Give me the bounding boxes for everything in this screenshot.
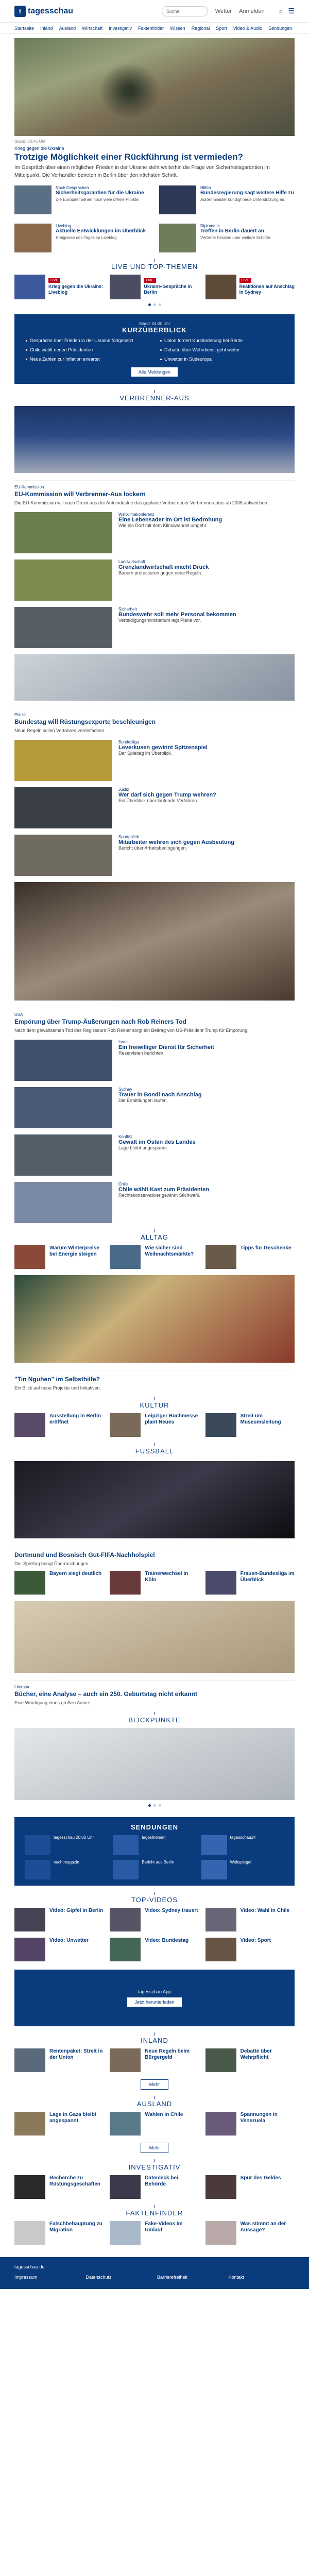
live-image: [110, 275, 141, 299]
article-row[interactable]: [14, 787, 295, 828]
teaser-card[interactable]: [205, 1413, 295, 1437]
article-text: Bauern protestieren gegen neue Regeln.: [118, 570, 202, 576]
article-topline: Polizei: [14, 713, 27, 718]
logo[interactable]: [14, 6, 73, 17]
section-title-blickpunkte: BLICKPUNKTE: [14, 1716, 295, 1724]
carousel-dot[interactable]: [148, 1804, 151, 1807]
article-image: [14, 740, 112, 781]
article-headline: Dortmund und Bosnisch Gut-FIFA-Nachholspiel: [14, 1551, 155, 1559]
teaser-headline: Spur des Geldes: [240, 2175, 281, 2181]
section-title-kultur: KULTUR: [14, 1401, 295, 1409]
article-headline: Eine Lebensader im Ort ist Bedrohung: [118, 517, 222, 523]
video-image: [205, 1938, 236, 1961]
teaser-card[interactable]: [14, 1571, 104, 1595]
article-topline: Israel: [118, 1040, 129, 1045]
live-image: [205, 275, 236, 299]
teaser-headline: Ausstellung in Berlin eröffnet: [49, 1413, 101, 1426]
verbrenner-image[interactable]: [14, 406, 295, 473]
search-input[interactable]: [162, 6, 208, 16]
sendung-image: [113, 1860, 139, 1879]
carousel-dot[interactable]: [153, 303, 156, 306]
teaser-card[interactable]: [159, 224, 295, 252]
teaser-headline: Datenleck bei Behörde: [145, 2175, 178, 2188]
teaser-image: [110, 1245, 141, 1269]
teaser-card[interactable]: [14, 1245, 104, 1269]
live-card[interactable]: [205, 275, 295, 299]
blickpunkte-image[interactable]: [14, 1728, 295, 1800]
kurz-item[interactable]: Neue Zahlen zur Inflation erwartet: [26, 357, 149, 363]
logo-text: tagesschau: [28, 6, 74, 15]
sendung-title: tagesthemen: [142, 1835, 166, 1840]
teaser-image: [14, 1245, 45, 1269]
kurz-item[interactable]: Chile wählt neuen Präsidenten: [26, 347, 149, 353]
teaser-card[interactable]: [14, 2221, 104, 2245]
article-text: Verteidigungsministerium legt Pläne vor.: [118, 618, 201, 623]
sendung-card[interactable]: [25, 1860, 108, 1879]
teaser-headline: Rentenpaket: Streit in der Union: [49, 2048, 103, 2061]
nav-item[interactable]: Faktenfinder: [138, 25, 164, 31]
article-text: Nach dem gewaltsamen Tod des Regisseurs Rob Reiner sorgt ein Beitrag von US-Präsident Trump für Empörung.: [14, 1027, 249, 1033]
article-headline: Empörung über Trump-Äußerungen nach Rob Reiners Tod: [14, 1018, 186, 1026]
live-card[interactable]: [110, 275, 199, 299]
site-footer: [0, 2257, 309, 2289]
sendung-card[interactable]: [25, 1835, 108, 1855]
app-download-button[interactable]: Jetzt herunterladen: [127, 1997, 181, 2007]
teaser-topline: Liveblog: [56, 224, 71, 229]
kurzueberblick-box: [14, 314, 295, 384]
teaser-card[interactable]: [110, 1413, 199, 1437]
footer-title: tagesschau.de: [14, 2264, 45, 2270]
teaser-card[interactable]: [110, 1245, 199, 1269]
article-image: [14, 787, 112, 828]
carousel-dot[interactable]: [153, 1804, 156, 1807]
book-image[interactable]: [14, 1601, 295, 1673]
article-text: Neue Regeln sollen Verfahren vereinfachen.: [14, 727, 106, 733]
article-row[interactable]: [14, 512, 295, 553]
teaser-text: Vertreter beraten über weitere Schritte.: [200, 235, 271, 241]
article-text: Die Ermittlungen laufen.: [118, 1098, 168, 1104]
hero-meta: Stand: 03:45 Uhr: [14, 139, 46, 144]
article-text: Der Spieltag im Überblick.: [118, 751, 173, 756]
teaser-headline: Aktuelle Entwicklungen im Überblick: [56, 228, 146, 234]
teaser-image: [14, 1413, 45, 1437]
video-image: [110, 1938, 141, 1961]
teaser-headline: Wie sicher sind Weihnachtsmärkte?: [145, 1245, 194, 1258]
article-headline: Bundestag will Rüstungsexporte beschleunigen: [14, 718, 156, 726]
teaser-image: [205, 1571, 236, 1595]
teaser-image: [110, 2048, 141, 2072]
teaser-headline: Frauen-Bundesliga im Überblick: [240, 1571, 295, 1583]
all-news-button[interactable]: Alle Meldungen: [131, 367, 178, 377]
teaser-image: [14, 224, 52, 252]
teaser-image: [14, 2048, 45, 2072]
sendung-image: [25, 1860, 50, 1879]
teaser-headline: Debatte über Wehrpflicht: [240, 2048, 272, 2061]
teaser-headline: Treffen in Berlin dauert an: [200, 228, 264, 234]
teaser-card[interactable]: [110, 2048, 199, 2072]
teaser-card[interactable]: [205, 2221, 295, 2245]
teaser-image: [110, 2112, 141, 2136]
more-inland-button[interactable]: Mehr: [141, 2079, 169, 2090]
footer-link[interactable]: Datenschutz: [85, 2275, 112, 2280]
sendung-card[interactable]: [201, 1860, 284, 1879]
teaser-card[interactable]: [110, 2175, 199, 2199]
kurz-item[interactable]: Union fordert Kursänderung bei Rente: [160, 338, 283, 344]
teaser-image: [159, 185, 196, 214]
article-headline: Mitarbeiter wehren sich gegen Ausbeutung: [118, 839, 235, 846]
sendung-title: nachtmagazin: [54, 1860, 79, 1865]
article-row[interactable]: [14, 560, 295, 601]
video-title: Video: Sport: [240, 1938, 271, 1944]
section-title-fussball: FUSSBALL: [14, 1447, 295, 1455]
article-text: Der Spieltag bringt Überraschungen.: [14, 1561, 90, 1566]
alltag-article[interactable]: [14, 1370, 295, 1391]
teaser-image: [110, 2175, 141, 2199]
teaser-card[interactable]: [205, 2112, 295, 2136]
article-headline: Grenzlandwirtschaft macht Druck: [118, 564, 209, 571]
teaser-topline: Hilfen: [200, 185, 211, 191]
teaser-headline: Falschbehauptung zu Migration: [49, 2221, 102, 2233]
carousel-dots: [14, 1804, 295, 1807]
nav-item[interactable]: Ausland: [59, 25, 76, 31]
nav-item[interactable]: Wirtschaft: [82, 25, 103, 31]
video-title: Video: Bundestag: [145, 1938, 189, 1944]
article-image: [14, 560, 112, 601]
article-image: [14, 1182, 112, 1223]
article-text: Wie ein Dorf mit dem Klimawandel umgeht.: [118, 523, 208, 529]
article-topline: Weltklimakonferenz: [118, 512, 154, 517]
article-row[interactable]: [14, 1134, 295, 1176]
carousel-dot[interactable]: [159, 303, 161, 306]
carousel-dot[interactable]: [148, 303, 151, 306]
sendung-image: [201, 1835, 227, 1855]
feature-article[interactable]: [14, 708, 295, 734]
teaser-image: [110, 2221, 141, 2245]
nav-item[interactable]: Startseite: [14, 25, 35, 31]
article-headline: Gewalt im Osten des Landes: [118, 1139, 196, 1146]
teaser-card[interactable]: [205, 1571, 295, 1595]
teaser-card[interactable]: [205, 2175, 295, 2199]
article-row[interactable]: [14, 835, 295, 876]
search-icon[interactable]: ⌕: [279, 7, 283, 15]
article-text: Lage bleibt angespannt.: [118, 1145, 168, 1151]
main-nav: [0, 23, 309, 34]
live-badge: LIVE: [239, 278, 251, 283]
article-image: [14, 607, 112, 648]
teaser-card[interactable]: [14, 224, 150, 252]
article-row[interactable]: [14, 1040, 295, 1081]
live-headline: Reaktionen auf Anschlag in Sydney: [239, 284, 295, 295]
sendung-title: tagesschau 20:00 Uhr: [54, 1835, 94, 1840]
video-image: [14, 1908, 45, 1931]
footer-link[interactable]: Barrierefreiheit: [157, 2275, 188, 2280]
section-title-faktenfinder: FAKTENFINDER: [14, 2209, 295, 2217]
article-headline: Ein freiwilliger Dienst für Sicherheit: [118, 1044, 214, 1051]
teaser-image: [205, 2112, 236, 2136]
section-title-alltag: ALLTAG: [14, 1233, 295, 1241]
article-image: [14, 1134, 112, 1176]
video-image: [110, 1908, 141, 1931]
article-text: Eine Würdigung eines großen Autors.: [14, 1700, 92, 1705]
nav-item[interactable]: Inland: [40, 25, 53, 31]
section-title-ausland: AUSLAND: [14, 2100, 295, 2108]
kurz-item[interactable]: Debatte über Wehrdienst geht weiter: [160, 347, 283, 353]
article-headline: Trauer in Bondi nach Anschlag: [118, 1092, 202, 1098]
article-headline: Wer darf sich gegen Trump wehren?: [118, 792, 216, 799]
article-topline: Sportpolitik: [118, 835, 139, 840]
teaser-image: [205, 1245, 236, 1269]
teaser-headline: Trainerwechsel in Köln: [145, 1571, 188, 1583]
live-badge: LIVE: [144, 278, 156, 283]
nav-item[interactable]: Video & Audio: [233, 25, 263, 31]
article-topline: USA: [14, 1012, 23, 1018]
teaser-text: Die Europäer sehen noch viele offene Punkte.: [56, 197, 140, 202]
teaser-card[interactable]: [110, 2221, 199, 2245]
carousel-dots: [14, 303, 295, 306]
logo-mark: t: [14, 6, 26, 17]
sendung-card[interactable]: [201, 1835, 284, 1855]
article-image: [14, 835, 112, 876]
sendungen-box: [14, 1817, 295, 1886]
section-title-topvideos: TOP-VIDEOS: [14, 1896, 295, 1904]
article-topline: EU-Kommission: [14, 485, 44, 490]
teaser-image: [14, 2221, 45, 2245]
sendung-card[interactable]: [113, 1835, 196, 1855]
section-title-live: LIVE UND TOP-THEMEN: [14, 263, 295, 270]
teaser-image: [110, 1571, 141, 1595]
kurz-title: KURZÜBERBLICK: [122, 326, 187, 334]
article-row[interactable]: [14, 1087, 295, 1128]
article-image: [14, 1087, 112, 1128]
nav-item[interactable]: Investigativ: [109, 25, 132, 31]
teaser-image: [205, 2175, 236, 2199]
teaser-headline: Streit um Museumsleitung: [240, 1413, 281, 1426]
teaser-card[interactable]: [14, 2175, 104, 2199]
live-headline: Ukraine-Gespräche in Berlin: [144, 284, 192, 295]
teaser-image: [159, 224, 196, 252]
article-topline: Chile: [118, 1182, 128, 1187]
section-title-inland: INLAND: [14, 2037, 295, 2044]
teaser-card[interactable]: [14, 1413, 104, 1437]
article-image: [14, 1040, 112, 1081]
article-topline: Sicherheit: [118, 607, 137, 612]
article-image: [14, 512, 112, 553]
nav-item[interactable]: Sendungen: [268, 25, 293, 31]
teaser-headline: Wahlen in Chile: [145, 2112, 183, 2118]
nav-item[interactable]: Sport: [216, 25, 227, 31]
carousel-dot[interactable]: [159, 1804, 161, 1807]
teaser-card[interactable]: [205, 2048, 295, 2072]
teaser-headline: Recherche zu Rüstungsgeschäften: [49, 2175, 100, 2188]
article-topline: Literatur: [14, 1685, 30, 1690]
teaser-headline: Was stimmt an der Aussage?: [240, 2221, 286, 2233]
article-headline: Chile wählt Kast zum Präsidenten: [118, 1187, 210, 1193]
article-text: Bericht über Arbeitsbedingungen.: [118, 845, 187, 851]
teaser-headline: Neue Regeln beim Bürgergeld: [145, 2048, 190, 2061]
hero-topline: Krieg gegen die Ukraine: [14, 146, 64, 151]
footer-link[interactable]: Impressum: [14, 2275, 38, 2280]
article-topline: Bundesliga: [118, 740, 139, 745]
sendung-title: tagesschau24: [230, 1835, 256, 1840]
article-text: Ein Blick auf neue Projekte und Initiativen.: [14, 1385, 101, 1391]
video-image: [205, 1908, 236, 1931]
teaser-headline: Tipps für Geschenke: [240, 1245, 291, 1251]
teaser-card[interactable]: [14, 2048, 104, 2072]
book-article[interactable]: [14, 1680, 295, 1706]
video-title: Video: Gipfel in Berlin: [49, 1908, 104, 1914]
teaser-card[interactable]: [110, 1571, 199, 1595]
kurz-item[interactable]: Gespräche über Frieden in der Ukraine fortgesetzt: [26, 338, 149, 344]
article-headline: EU-Kommission will Verbrenner-Aus lockern: [14, 490, 146, 498]
teaser-card[interactable]: [205, 1245, 295, 1269]
article-row[interactable]: [14, 1182, 295, 1223]
teaser-image: [14, 2175, 45, 2199]
video-card[interactable]: [110, 1938, 199, 1961]
video-title: Video: Wahl in Chile: [240, 1908, 290, 1914]
video-card[interactable]: [110, 1908, 199, 1931]
video-card[interactable]: [205, 1908, 295, 1931]
nav-item[interactable]: Regional: [191, 25, 210, 31]
teaser-text: Außenminister kündigt neue Unterstützung an.: [200, 197, 285, 202]
rob-reiner-image[interactable]: [14, 882, 295, 1001]
teaser-headline: Warum Winterpreise bei Energie steigen: [49, 1245, 99, 1258]
teaser-card[interactable]: [110, 2112, 199, 2136]
article-headline: "Tin Nguhen" im Selbsthilfe?: [14, 1376, 100, 1383]
footer-link[interactable]: Kontakt: [228, 2275, 245, 2280]
teaser-image: [110, 1413, 141, 1437]
hero-headline[interactable]: Trotzige Möglichkeit einer Rückführung ist vermieden?: [14, 152, 243, 162]
nav-item[interactable]: Wissen: [170, 25, 185, 31]
more-ausland-button[interactable]: Mehr: [141, 2143, 169, 2153]
live-image: [14, 275, 45, 299]
teaser-headline: Spannungen in Venezuela: [240, 2112, 278, 2124]
video-card[interactable]: [205, 1938, 295, 1961]
teaser-image: [14, 1571, 45, 1595]
video-image: [14, 1938, 45, 1961]
weather-link[interactable]: Wetter: [215, 8, 232, 14]
video-card[interactable]: [14, 1908, 104, 1931]
teaser-image: [14, 185, 52, 214]
teaser-headline: Lage in Gaza bleibt angespannt: [49, 2112, 97, 2124]
article-row[interactable]: [14, 607, 295, 648]
teaser-headline: Leipziger Buchmesse plant Neues: [145, 1413, 198, 1426]
app-promo-text: tagesschau App: [138, 1989, 171, 1995]
sendung-card[interactable]: [113, 1860, 196, 1879]
live-badge: LIVE: [48, 278, 60, 283]
video-title: Video: Unwetter: [49, 1938, 89, 1944]
article-headline: Bücher, eine Analyse – auch ein 250. Geburtstag nicht erkannt: [14, 1690, 198, 1698]
feature-image[interactable]: [14, 654, 295, 701]
article-text: Ein Überblick über laufende Verfahren.: [118, 798, 198, 804]
app-promo: [14, 1970, 295, 2026]
teaser-image: [205, 2048, 236, 2072]
section-title-verbrenner: VERBRENNER-AUS: [14, 394, 295, 402]
teaser-text: Ereignisse des Tages im Liveblog.: [56, 235, 118, 241]
login-link[interactable]: Anmelden: [239, 8, 265, 14]
teaser-headline: Fake-Videos im Umlauf: [145, 2221, 183, 2233]
teaser-image: [205, 1413, 236, 1437]
teaser-card[interactable]: [14, 185, 150, 214]
video-card[interactable]: [14, 1938, 104, 1961]
teaser-image: [14, 2112, 45, 2136]
teaser-card[interactable]: [159, 185, 295, 214]
teaser-headline: Bayern siegt deutlich: [49, 1571, 102, 1577]
sendung-title: Bericht aus Berlin: [142, 1860, 175, 1865]
live-headline: Krieg gegen die Ukraine: Liveblog: [48, 284, 104, 295]
verbrenner-article[interactable]: [14, 480, 295, 506]
article-topline: Sydney: [118, 1087, 132, 1092]
alltag-image[interactable]: [14, 1275, 295, 1363]
sendung-title: Weltspiegel: [230, 1860, 251, 1865]
article-row[interactable]: [14, 740, 295, 781]
sendung-image: [25, 1835, 50, 1855]
sendungen-title: SENDUNGEN: [130, 1823, 179, 1832]
article-text: Rechtskonservativer gewinnt Stichwahl.: [118, 1193, 200, 1198]
fussball-image[interactable]: [14, 1461, 295, 1538]
article-topline: Landwirtschaft: [118, 560, 145, 565]
fussball-article[interactable]: [14, 1546, 295, 1567]
article-topline: Justiz: [118, 787, 129, 792]
section-title-investigativ: INVESTIGATIV: [14, 2163, 295, 2171]
hero-teaser: Im Gespräch über einen möglichen Frieden in der Ukraine steht weiterhin die Frage von Sicherheitsgarantien im Mittelpunkt. Die Verhandler berieten in Berlin über den nächsten Schritt.: [14, 165, 270, 178]
menu-icon[interactable]: ☰: [288, 7, 295, 15]
site-header: [0, 0, 309, 23]
teaser-card[interactable]: [14, 2112, 104, 2136]
teaser-topline: Nach Gesprächen: [56, 185, 89, 191]
article-text: Die EU-Kommission will nach Druck aus der Autoindustrie das geplante Verbot neuer Verbrennerautos ab 2035 aufweichen.: [14, 500, 269, 505]
sendung-image: [113, 1835, 139, 1855]
rob-reiner-article[interactable]: [14, 1008, 295, 1033]
article-text: Reservisten berichten.: [118, 1050, 165, 1056]
sendung-image: [201, 1860, 227, 1879]
video-title: Video: Sydney trauert: [145, 1908, 198, 1914]
hero-image[interactable]: [14, 38, 295, 136]
teaser-image: [205, 2221, 236, 2245]
article-headline: Bundeswehr soll mehr Personal bekommen: [118, 612, 236, 618]
teaser-headline: Bundesregierung sagt weitere Hilfe zu: [200, 190, 294, 196]
live-card[interactable]: [14, 275, 104, 299]
teaser-topline: Diplomatie: [200, 224, 220, 229]
teaser-headline: Sicherheitsgarantien für die Ukraine: [56, 190, 144, 196]
article-headline: Leverkusen gewinnt Spitzenspiel: [118, 744, 208, 751]
kurz-date: Stand: 04:00 Uhr: [139, 321, 170, 327]
article-topline: Konflikt: [118, 1134, 132, 1140]
kurz-item[interactable]: Unwetter in Südeuropa: [160, 357, 283, 363]
